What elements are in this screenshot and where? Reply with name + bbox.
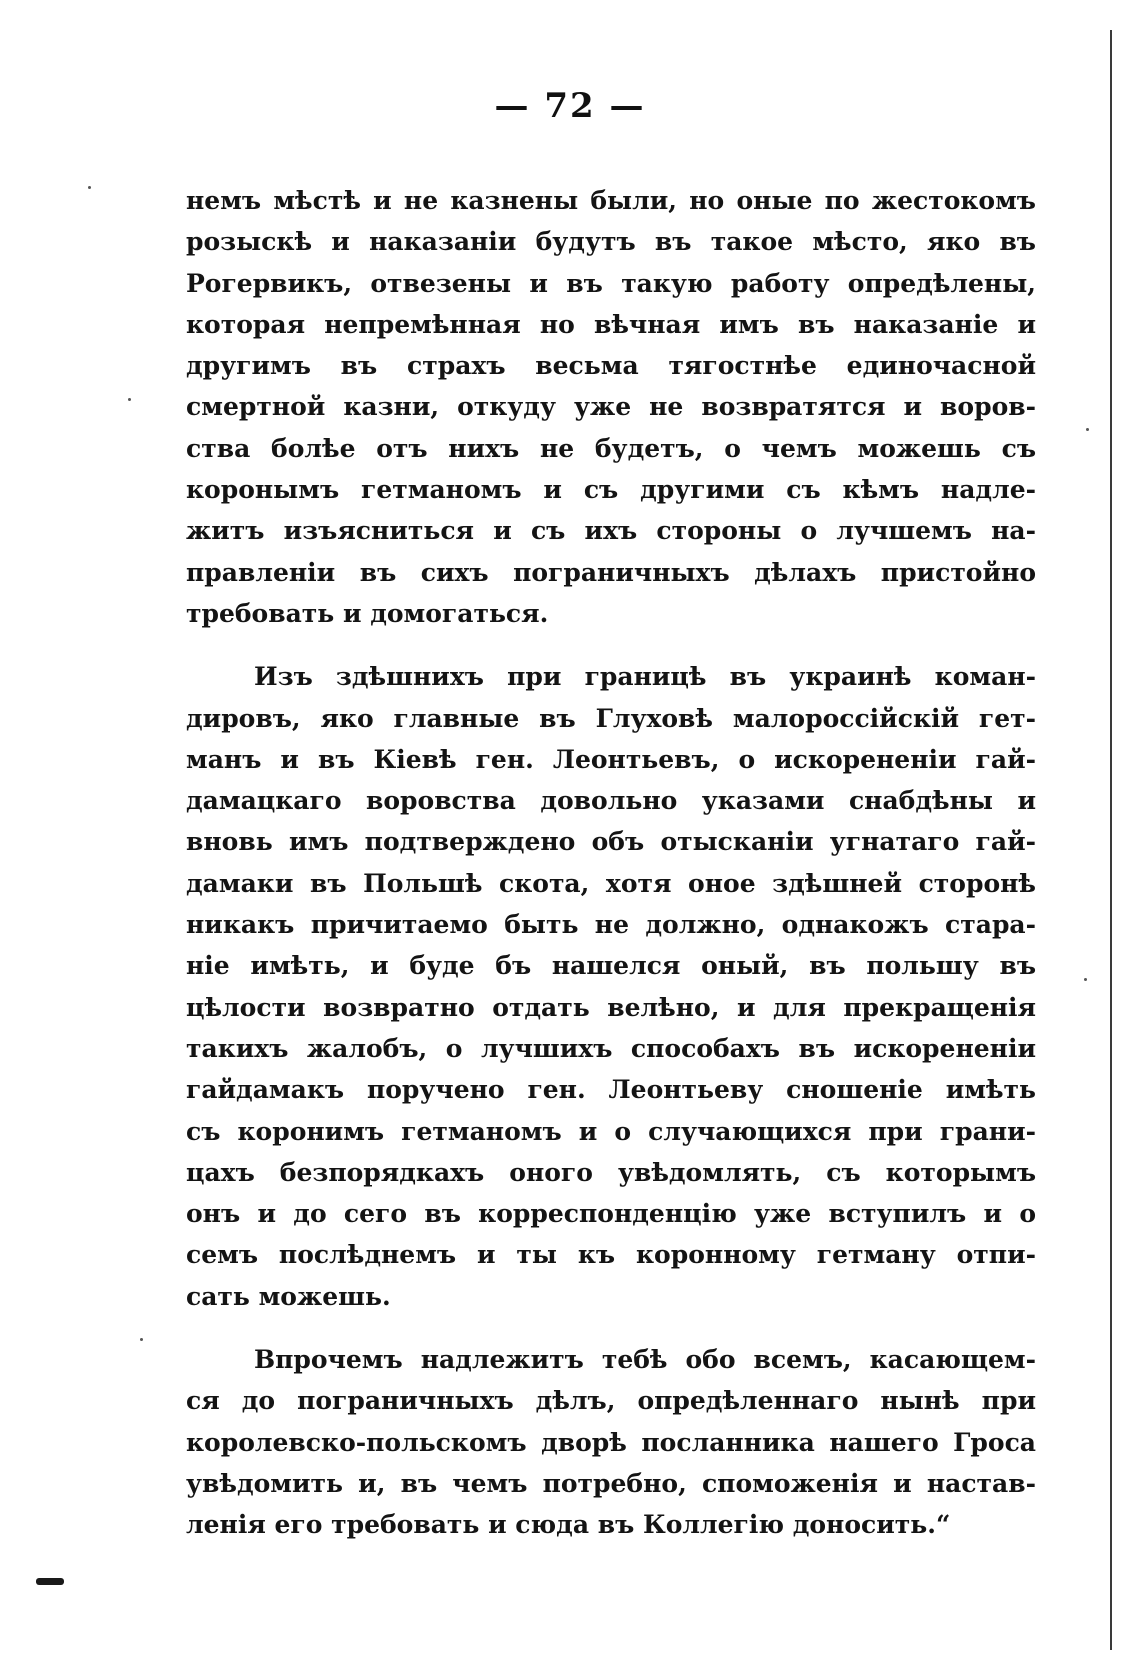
text-line: коронымъ гетманомъ и съ другими съ кѣмъ надле- [186,475,1036,505]
text-line: манъ и въ Кіевѣ ген. Леонтьевъ, о искорененіи гай- [186,744,1036,774]
print-speck [1086,428,1089,431]
text-line: ства болѣе отъ нихъ не будетъ, о чемъ можешь съ [186,433,1036,463]
paragraph-2 [186,656,1036,1317]
text-line: требовать и домогаться. [186,598,549,628]
text-line: дировъ, яко главные въ Глуховѣ малороссійскій гет- [186,703,1036,733]
text-line: правленіи въ сихъ пограничныхъ дѣлахъ пристойно [186,557,1036,587]
print-speck [140,1338,143,1341]
text-line: сать можешь. [186,1281,391,1311]
text-line: такихъ жалобъ, о лучшихъ способахъ въ искорененіи [186,1033,1036,1063]
page-edge-rule [1110,30,1112,1650]
text-line: дамаки въ Польшѣ скота, хотя оное здѣшней сторонѣ [186,868,1036,898]
text-line: съ коронимъ гетманомъ и о случающихся при грани- [186,1116,1036,1146]
page-number: — 72 — [494,86,646,126]
print-speck [128,398,131,401]
paragraph-1 [186,180,1036,634]
paragraph-gap [186,634,1036,656]
text-line: ся до пограничныхъ дѣлъ, опредѣленнаго нынѣ при [186,1386,1036,1416]
edge-mark [36,1578,64,1585]
text-line: гайдамакъ поручено ген. Леонтьеву сношеніе имѣть [186,1075,1036,1105]
text-line: смертной казни, откуду уже не возвратятся и воров- [186,392,1036,422]
text-line: онъ и до сего въ корреспонденцію уже вступилъ и о [186,1199,1036,1229]
text-line: вновь имъ подтверждено объ отысканіи угнатаго гай- [186,827,1036,857]
text-line: розыскѣ и наказаніи будутъ въ такое мѣсто, яко въ [186,227,1036,257]
text-line: семъ послѣднемъ и ты къ коронному гетману отпи- [186,1240,1036,1270]
print-speck [1084,978,1087,981]
text-line: другимъ въ страхъ весьма тягостнѣе единочасной [186,351,1036,381]
paragraph-gap [186,1317,1036,1339]
text-line: дамацкаго воровства довольно указами снабдѣны и [186,786,1036,816]
text-line: увѣдомить и, въ чемъ потребно, споможенія и настав- [186,1468,1036,1498]
text-line: цахъ безпорядкахъ оного увѣдомлять, съ которымъ [186,1157,1036,1187]
text-line: ніе имѣть, и буде бъ нашелся оный, въ польшу въ [186,951,1036,981]
text-line: Изъ здѣшнихъ при границѣ въ украинѣ коман- [254,662,1036,692]
text-line: ленія его требовать и сюда въ Коллегію доносить.“ [186,1510,951,1540]
text-line: цѣлости возвратно отдать велѣно, и для прекращенія [186,992,1036,1022]
text-line: Впрочемъ надлежитъ тебѣ обо всемъ, касающем- [254,1345,1036,1375]
paragraph-3 [186,1339,1036,1545]
body-text [186,180,1036,1546]
text-line: Рогервикъ, отвезены и въ такую работу опредѣлены, [186,268,1036,298]
text-line: королевско-польскомъ дворѣ посланника нашего Гроса [186,1427,1036,1457]
print-speck [88,186,91,189]
text-line: житъ изъясниться и съ ихъ стороны о лучшемъ на- [186,516,1036,546]
text-line: немъ мѣстѣ и не казнены были, но оные по жестокомъ [186,186,1036,215]
text-line: которая непремѣнная но вѣчная имъ въ наказаніе и [186,309,1036,339]
text-line: никакъ причитаемо быть не должно, однакожъ стара- [186,910,1036,940]
